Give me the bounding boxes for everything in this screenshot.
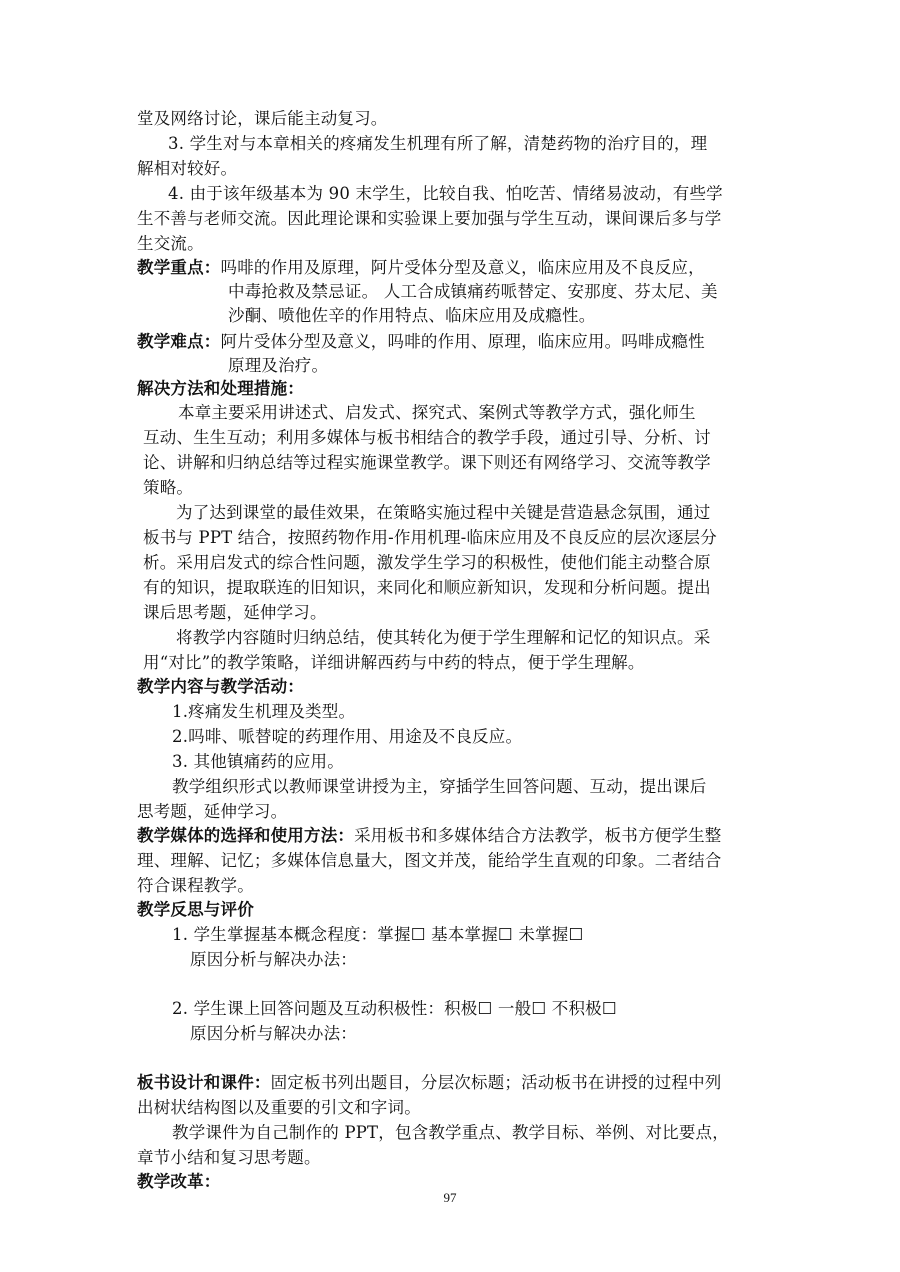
key-points-row [137, 257, 705, 279]
text-line: 1.疼痛发生机理及类型。 [172, 702, 356, 721]
text-line: 思考题，延伸学习。 [137, 802, 288, 821]
text-line: 吗啡的作用及原理，阿片受体分型及意义，临床应用及不良反应， [220, 258, 705, 277]
text-line: 固定板书列出题目，分层次标题；活动板书在讲授的过程中列 [270, 1073, 722, 1092]
heading-reflection: 教学反思与评价 [137, 900, 254, 919]
text-line: 堂及网络讨论，课后能主动复习。 [137, 109, 388, 128]
difficulties-row [137, 331, 705, 353]
text-line: 本章主要采用讲述式、启发式、探究式、案例式等教学方式，强化师生 [178, 403, 696, 422]
text-line: 原因分析与解决办法： [190, 950, 357, 969]
text-line: 课后思考题，延伸学习。 [143, 603, 327, 622]
text-line: 3. 其他镇痛药的应用。 [172, 752, 344, 771]
heading-media: 教学媒体的选择和使用方法： [137, 826, 355, 845]
text-line: 阿片受体分型及意义，吗啡的作用、原理，临床应用。吗啡成瘾性 [220, 332, 705, 351]
media-row [137, 825, 722, 847]
heading-difficulties: 教学难点： [137, 332, 221, 351]
text-line: 有的知识，提取联连的旧知识，来同化和顺应新知识，发现和分析问题。提出 [143, 578, 711, 597]
text-line: 符合课程教学。 [137, 876, 254, 895]
text-line: 板书与 PPT 结合，按照药物作用-作用机理-临床应用及不良反应的层次逐层分 [143, 528, 717, 547]
text-line: 将教学内容随时归纳总结，使其转化为便于学生理解和记忆的知识点。采 [176, 628, 711, 647]
text-line: 教学组织形式以教师课堂讲授为主，穿插学生回答问题、互动，提出课后 [172, 777, 707, 796]
text-line: 原理及治疗。 [228, 356, 329, 375]
heading-board: 板书设计和课件： [137, 1073, 271, 1092]
text-line: 原因分析与解决办法： [190, 1024, 357, 1043]
text-line: 生交流。 [137, 234, 204, 253]
text-line: 教学课件为自己制作的 PPT，包含教学重点、教学目标、举例、对比要点， [172, 1123, 729, 1142]
text-line: 策略。 [143, 478, 194, 497]
text-line: 章节小结和复习思考题。 [137, 1148, 321, 1167]
text-line: 4. 由于该年级基本为 90 末学生，比较自我、怕吃苦、情绪易波动，有些学 [168, 184, 723, 203]
checklist-participation: 2. 学生课上回答问题及互动积极性：积极☐ 一般☐ 不积极☐ [172, 999, 617, 1018]
text-line: 采用板书和多媒体结合方法教学，板书方便学生整 [354, 826, 722, 845]
board-row [137, 1072, 722, 1094]
text-line: 用“对比”的教学策略，详细讲解西药与中药的特点，便于学生理解。 [143, 653, 645, 672]
text-line: 论、讲解和归纳总结等过程实施课堂教学。课下则还有网络学习、交流等教学 [143, 453, 711, 472]
page-number: 97 [443, 1190, 457, 1205]
text-line: 3. 学生对与本章相关的疼痛发生机理有所了解，清楚药物的治疗目的，理 [168, 134, 708, 153]
text-line: 2.吗啡、哌替啶的药理作用、用途及不良反应。 [172, 727, 523, 746]
text-line: 中毒抢救及禁忌证。 人工合成镇痛药哌替定、安那度、芬太尼、美 [228, 282, 718, 301]
text-line: 理、理解、记忆；多媒体信息量大，图文并茂，能给学生直观的印象。二者结合 [137, 851, 722, 870]
text-line: 沙酮、喷他佐辛的作用特点、临床应用及成瘾性。 [228, 306, 596, 325]
text-line: 互动、生生互动；利用多媒体与板书相结合的教学手段，通过引导、分析、讨 [143, 428, 711, 447]
text-line: 出树状结构图以及重要的引文和字词。 [137, 1098, 421, 1117]
heading-key-points: 教学重点： [137, 258, 221, 277]
checklist-concepts: 1. 学生掌握基本概念程度：掌握☐ 基本掌握☐ 未掌握☐ [172, 925, 584, 944]
text-line: 解相对较好。 [137, 159, 238, 178]
heading-methods: 解决方法和处理措施： [137, 379, 304, 398]
text-line: 为了达到课堂的最佳效果，在策略实施过程中关键是营造悬念氛围，通过 [176, 503, 711, 522]
text-line: 生不善与老师交流。因此理论课和实验课上要加强与学生互动，课间课后多与学 [137, 209, 722, 228]
heading-content: 教学内容与教学活动： [137, 677, 304, 696]
text-line: 析。采用启发式的综合性问题，激发学生学习的积极性，使他们能主动整合原 [143, 553, 711, 572]
heading-reform: 教学改革： [137, 1172, 221, 1191]
